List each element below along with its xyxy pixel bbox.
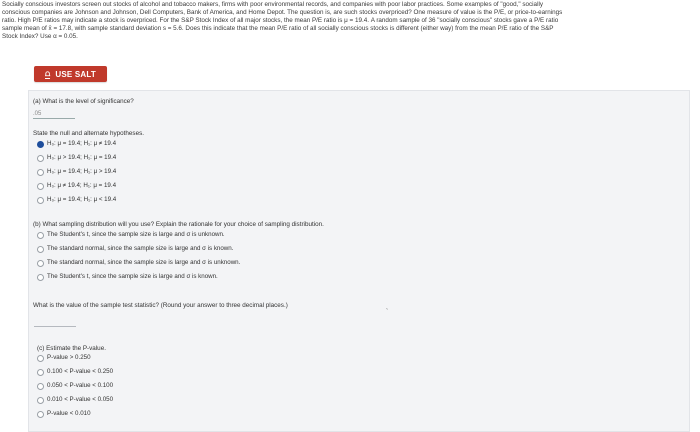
hypothesis-option[interactable]: H₀: μ = 19.4; H₁: μ ≠ 19.4	[37, 140, 116, 148]
p-value-option[interactable]: P-value > 0.250	[37, 354, 91, 362]
radio[interactable]	[37, 183, 44, 190]
distribution-option[interactable]: The Student's t, since the sample size is large and σ is known.	[37, 273, 218, 281]
hypothesis-option[interactable]: H₀: μ ≠ 19.4; H₁: μ = 19.4	[37, 182, 116, 190]
distribution-option[interactable]: The standard normal, since the sample size is large and σ is unknown.	[37, 259, 240, 267]
test-statistic-input[interactable]	[34, 326, 76, 327]
hypothesis-option[interactable]: H₀: μ > 19.4; H₁: μ = 19.4	[37, 154, 116, 162]
hypotheses-prompt: State the null and alternate hypotheses.	[33, 130, 144, 137]
radio[interactable]	[37, 246, 44, 253]
radio[interactable]	[37, 197, 44, 204]
distribution-option[interactable]: The Student's t, since the sample size is large and σ is unknown.	[37, 231, 225, 239]
test-statistic-prompt: What is the value of the sample test statistic? (Round your answer to three decimal places.)	[33, 302, 288, 309]
significance-input[interactable]: .05	[33, 110, 75, 119]
radio[interactable]	[37, 260, 44, 267]
radio[interactable]	[37, 274, 44, 281]
salt-icon: ⩍	[45, 68, 51, 78]
part-b-question: (b) What sampling distribution will you use? Explain the rationale for your choice of sampling distribution.	[33, 221, 324, 228]
cursor-mark-icon: ˎ	[386, 303, 389, 310]
p-value-option[interactable]: P-value < 0.010	[37, 410, 91, 418]
radio[interactable]	[37, 369, 44, 376]
p-value-option[interactable]: 0.050 < P-value < 0.100	[37, 382, 113, 390]
radio-selected[interactable]	[37, 141, 44, 148]
distribution-option[interactable]: The standard normal, since the sample size is large and σ is known.	[37, 245, 233, 253]
p-value-option[interactable]: 0.100 < P-value < 0.250	[37, 368, 113, 376]
part-a-question: (a) What is the level of significance?	[33, 98, 134, 105]
radio[interactable]	[37, 411, 44, 418]
use-salt-label: USE SALT	[55, 69, 96, 79]
radio[interactable]	[37, 397, 44, 404]
use-salt-button[interactable]	[34, 66, 107, 82]
problem-statement: Socially conscious investors screen out stocks of alcohol and tobacco makers, firms with poor environmental records, and companies with poor labor practices. Some examples of "good," socially conscious companies are Johnson and Johnson, Dell Computers, Bank of America, and Home Depot. The question is, are such stocks overpriced? One measure of value is the P/E, or price-to-earnings ratio. High P/E ratios may indicate a stock is overpriced. For the S&P Stock Index of all major stocks, the mean P/E ratio is μ = 19.4. A random sample of 36 "socially conscious" stocks gave a P/E ratio sample mean of x̄ = 17.8, with sample standard deviation s = 5.6. Does this indicate that the mean P/E ratio of all socially conscious stocks is different (either way) from the mean P/E ratio of the S&P Stock Index? Use α = 0.05.	[2, 1, 563, 41]
radio[interactable]	[37, 355, 44, 362]
radio[interactable]	[37, 232, 44, 239]
radio[interactable]	[37, 169, 44, 176]
part-c-question: (c) Estimate the P-value.	[37, 345, 106, 352]
radio[interactable]	[37, 155, 44, 162]
hypothesis-option[interactable]: H₀: μ = 19.4; H₁: μ > 19.4	[37, 168, 116, 176]
radio[interactable]	[37, 383, 44, 390]
hypothesis-option[interactable]: H₀: μ = 19.4; H₁: μ < 19.4	[37, 196, 116, 204]
p-value-option[interactable]: 0.010 < P-value < 0.050	[37, 396, 113, 404]
